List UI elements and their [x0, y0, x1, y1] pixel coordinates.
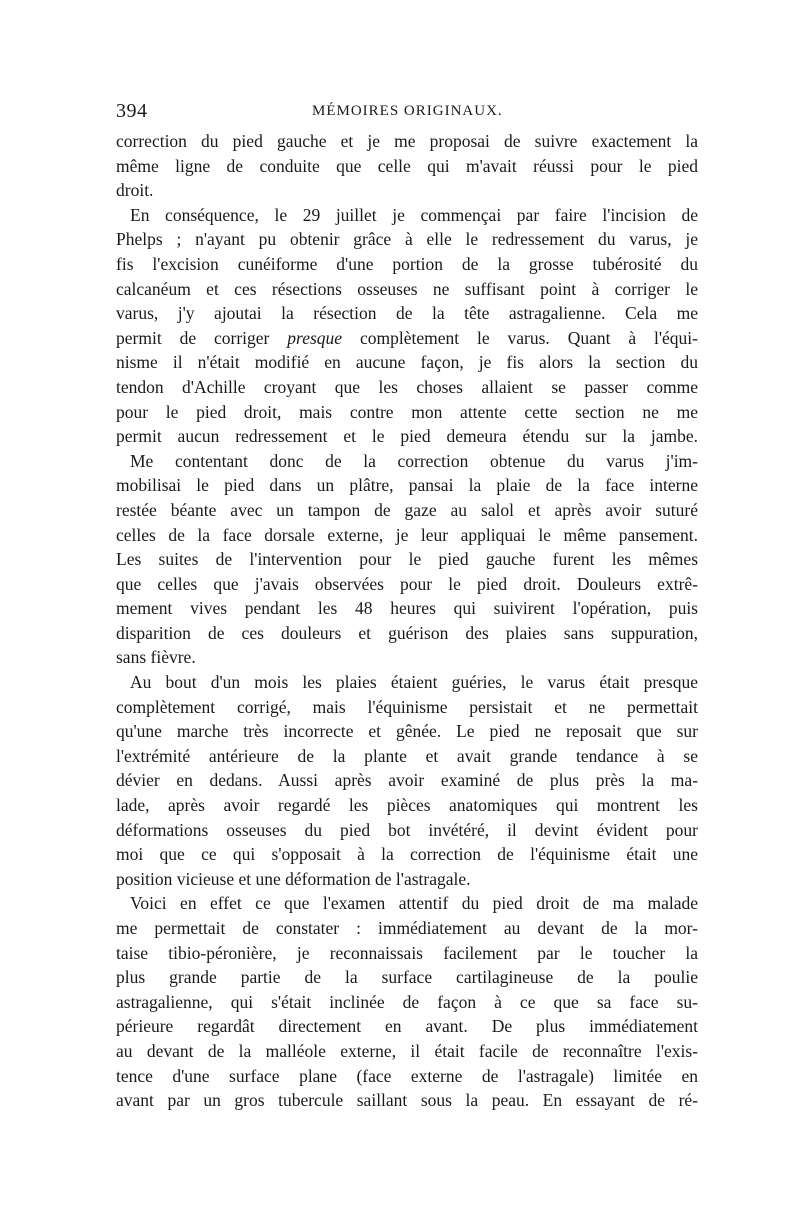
text-line: Voici en effet ce que l'examen attentif du pied droit de ma malade	[130, 893, 698, 914]
text-line: sans fièvre.	[116, 647, 196, 668]
text-line: restée béante avec un tampon de gaze au salol et après avoir suturé	[116, 499, 698, 520]
running-head: MÉMOIRES ORIGINAUX.	[312, 103, 503, 119]
text-run: complètement le varus. Quant à l'équi-	[342, 327, 698, 348]
text-line: Phelps ; n'ayant pu obtenir grâce à elle le redressement du varus, je	[116, 229, 698, 250]
text-line: déformations osseuses du pied bot invétéré, il devint évident pour	[116, 819, 698, 840]
text-line: mement vives pendant les 48 heures qui suivirent l'opération, puis	[116, 598, 698, 619]
page-header	[116, 100, 696, 124]
text-line: taise tibio-péronière, je reconnaissais facilement par le toucher la	[116, 942, 698, 963]
text-line: celles de la face dorsale externe, je leur appliquai le même pansement.	[116, 524, 698, 545]
text-line: nisme il n'était modifié en aucune façon, je fis alors la section du	[116, 352, 698, 373]
text-line: Au bout d'un mois les plaies étaient guéries, le varus était presque	[130, 672, 698, 693]
text-run: permit de corriger	[116, 327, 288, 348]
text-line: avant par un gros tubercule saillant sous la peau. En essayant de ré-	[116, 1090, 698, 1111]
text-line: pour le pied droit, mais contre mon attente cette section ne me	[116, 401, 698, 422]
text-line: varus, j'y ajoutai la résection de la tête astragalienne. Cela me	[116, 303, 698, 324]
text-line: même ligne de conduite que celle qui m'avait réussi pour le pied	[116, 155, 698, 176]
text-line: permit aucun redressement et le pied demeura étendu sur la jambe.	[116, 426, 698, 447]
emphasis-text: presque	[287, 327, 343, 348]
text-line: tence d'une surface plane (face externe de l'astragale) limitée en	[116, 1065, 698, 1086]
text-line: que celles que j'avais observées pour le pied droit. Douleurs extrê-	[116, 573, 698, 594]
text-line: l'extrémité antérieure de la plante et avait grande tendance à se	[116, 745, 698, 766]
body-text	[116, 129, 698, 1113]
text-line: Les suites de l'intervention pour le pied gauche furent les mêmes	[116, 549, 698, 570]
text-line: périeure regardât directement en avant. De plus immédiatement	[116, 1016, 698, 1037]
text-line: mobilisai le pied dans un plâtre, pansai la plaie de la face interne	[116, 475, 698, 496]
text-line: En conséquence, le 29 juillet je commençai par faire l'incision de	[130, 204, 698, 225]
text-line: plus grande partie de la surface cartilagineuse de la poulie	[116, 967, 698, 988]
text-line: fis l'excision cunéiforme d'une portion de la grosse tubérosité du	[116, 253, 698, 274]
text-line: complètement corrigé, mais l'équinisme persistait et ne permettait	[116, 696, 698, 717]
text-line: dévier en dedans. Aussi après avoir examiné de plus près la ma-	[116, 770, 698, 791]
text-line: position vicieuse et une déformation de l'astragale.	[116, 868, 471, 889]
text-line: tendon d'Achille croyant que les choses allaient se passer comme	[116, 376, 698, 397]
text-line	[116, 326, 698, 351]
text-line: au devant de la malléole externe, il était facile de reconnaître l'exis-	[116, 1040, 698, 1061]
text-line: moi que ce qui s'opposait à la correction de l'équinisme était une	[116, 844, 698, 865]
page-number: 394	[116, 100, 148, 122]
text-line: qu'une marche très incorrecte et gênée. Le pied ne reposait que sur	[116, 721, 698, 742]
text-line: astragalienne, qui s'était inclinée de façon à ce que sa face su-	[116, 991, 698, 1012]
text-line: calcanéum et ces résections osseuses ne suffisant point à corriger le	[116, 278, 698, 299]
text-line: correction du pied gauche et je me proposai de suivre exactement la	[116, 131, 698, 151]
text-line: me permettait de constater : immédiatement au devant de la mor-	[116, 918, 698, 938]
text-line: Me contentant donc de la correction obtenue du varus j'im-	[130, 450, 698, 471]
text-line: droit.	[116, 180, 154, 201]
text-line: lade, après avoir regardé les pièces anatomiques qui montrent les	[116, 795, 698, 816]
text-line: disparition de ces douleurs et guérison des plaies sans suppuration,	[116, 622, 698, 643]
